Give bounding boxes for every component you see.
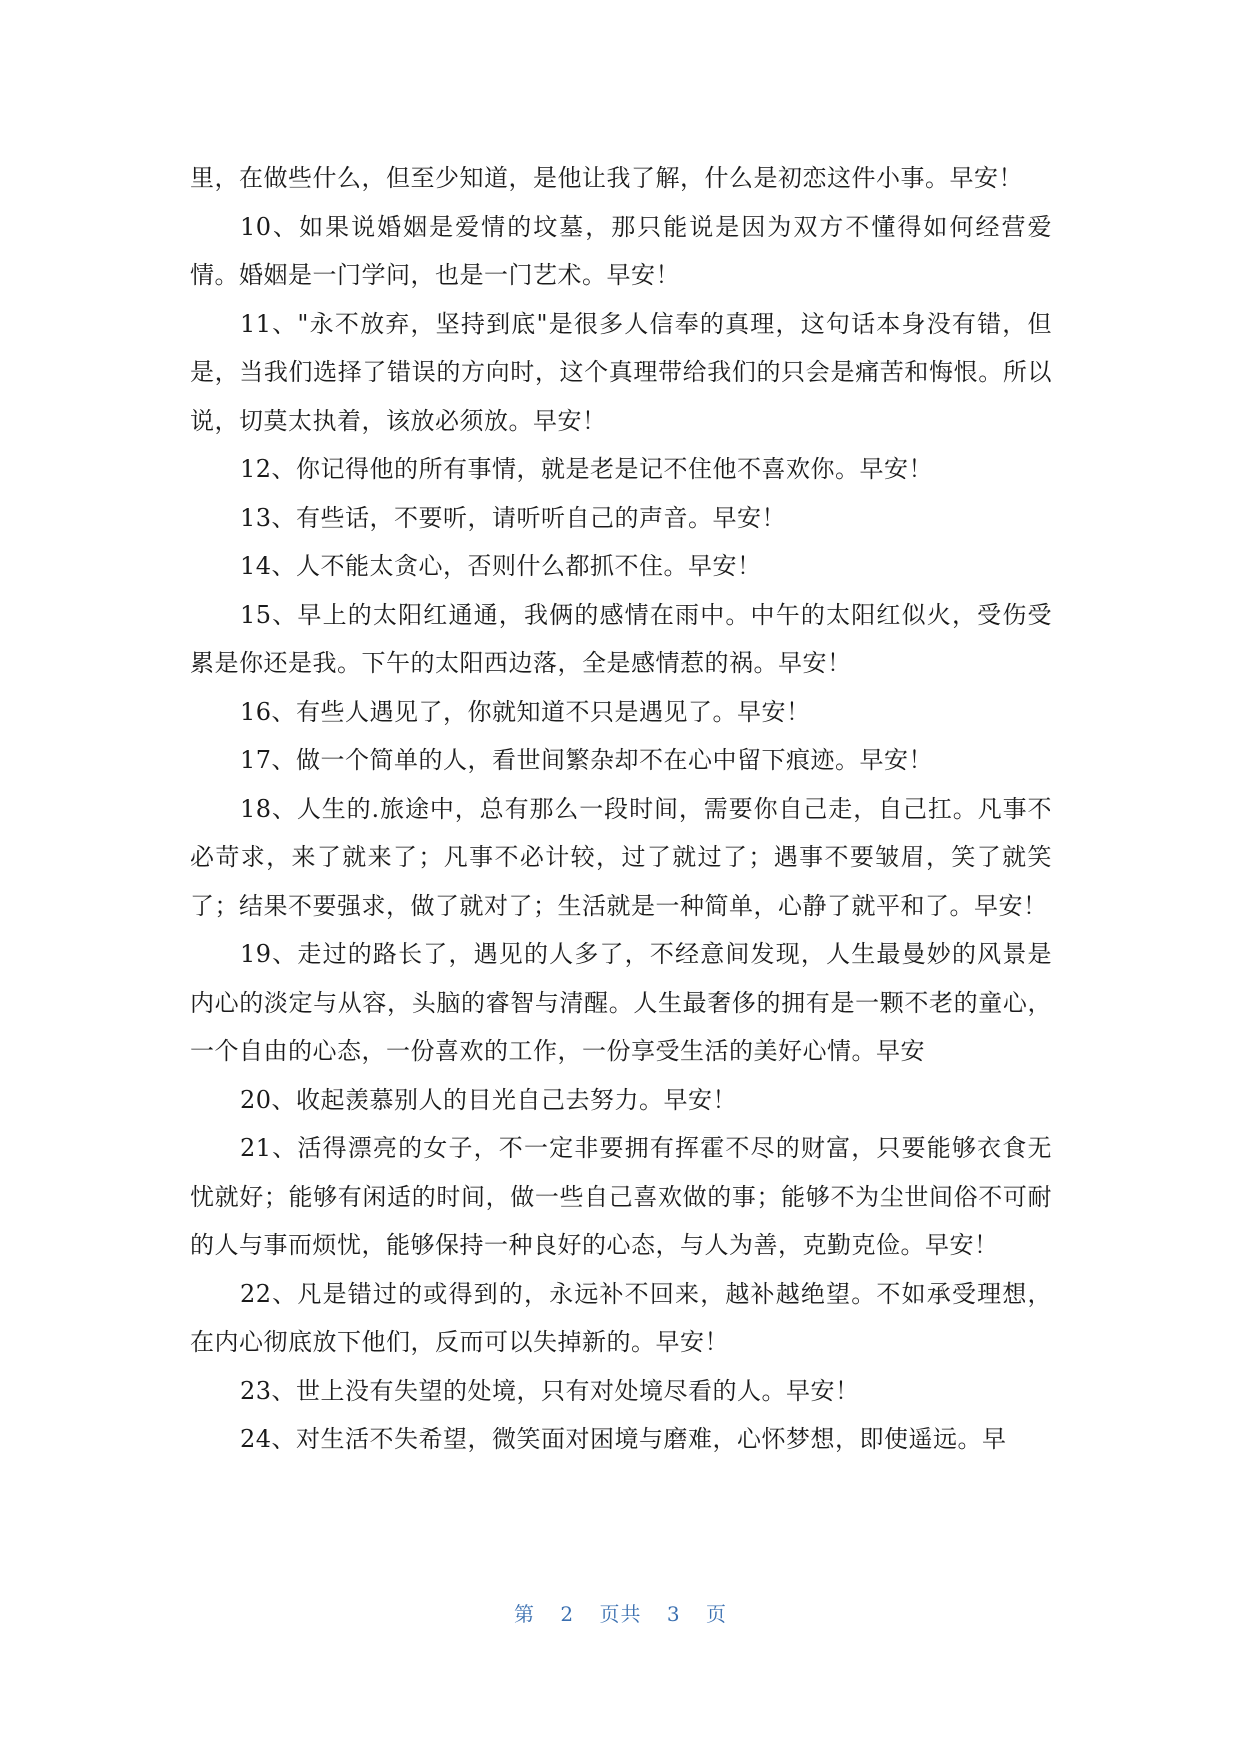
paragraph: 15、早上的太阳红通通，我俩的感情在雨中。中午的太阳红似火，受伤受累是你还是我。下午的太阳西边落，全是感情惹的祸。早安！ [190,600,1052,677]
footer-current-page: 2 [560,1602,575,1626]
paragraph: 13、有些话，不要听，请听听自己的声音。早安！ [240,503,787,532]
footer-total-pages: 3 [666,1602,681,1626]
paragraph: 14、人不能太贪心，否则什么都抓不住。早安！ [240,552,762,580]
paragraph: 16、有些人遇见了，你就知道不只是遇见了。早安！ [240,697,811,726]
footer-of-label: 页共 [599,1602,642,1626]
page-footer [0,1598,1241,1627]
footer-end-label: 页 [705,1602,727,1626]
paragraph: 18、人生的.旅途中，总有那么一段时间，需要你自己走，自己扛。凡事不必苛求，来了就来了；凡事不必计较，过了就过了；遇事不要皱眉，笑了就笑了；结果不要强求，做了就对了；生活就是一种简单，心静了就平和了。早安！ [190,794,1052,920]
paragraph: 12、你记得他的所有事情，就是老是记不住他不喜欢你。早安！ [240,455,934,483]
footer-page-label: 第 [514,1602,536,1626]
paragraph: 17、做一个简单的人，看世间繁杂却不在心中留下痕迹。早安！ [240,746,934,774]
document-body [190,154,1052,1464]
paragraph: 24、对生活不失希望，微笑面对困境与磨难，心怀梦想，即使遥远。早 [240,1425,1007,1453]
paragraph: 23、世上没有失望的处境，只有对处境尽看的人。早安！ [240,1376,860,1405]
paragraph: 22、凡是错过的或得到的，永远补不回来，越补越绝望。不如承受理想，在内心彻底放下他们，反而可以失掉新的。早安！ [190,1279,1052,1356]
paragraph: 里，在做些什么，但至少知道，是他让我了解，什么是初恋这件小事。早安！ [190,164,1023,192]
paragraph: 10、如果说婚姻是爱情的坟墓，那只能说是因为双方不懂得如何经营爱情。婚姻是一门学问，也是一门艺术。早安！ [190,212,1052,289]
paragraph: 20、收起羡慕别人的目光自己去努力。早安！ [240,1085,738,1114]
paragraph: 11、"永不放弃，坚持到底"是很多人信奉的真理，这句话本身没有错，但是，当我们选择了错误的方向时，这个真理带给我们的只会是痛苦和悔恨。所以说，切莫太执着，该放必须放。早安！ [190,309,1052,435]
paragraph: 21、活得漂亮的女子，不一定非要拥有挥霍不尽的财富，只要能够衣食无忧就好；能够有闲适的时间，做一些自己喜欢做的事；能够不为尘世间俗不可耐的人与事而烦忧，能够保持一种良好的心态，与人为善，克勤克俭。早安！ [190,1134,1052,1259]
paragraph: 19、走过的路长了，遇见的人多了，不经意间发现，人生最曼妙的风景是内心的淡定与从容，头脑的睿智与清醒。人生最奢侈的拥有是一颗不老的童心，一个自由的心态，一份喜欢的工作，一份享受生活的美好心情。早安 [190,940,1052,1065]
